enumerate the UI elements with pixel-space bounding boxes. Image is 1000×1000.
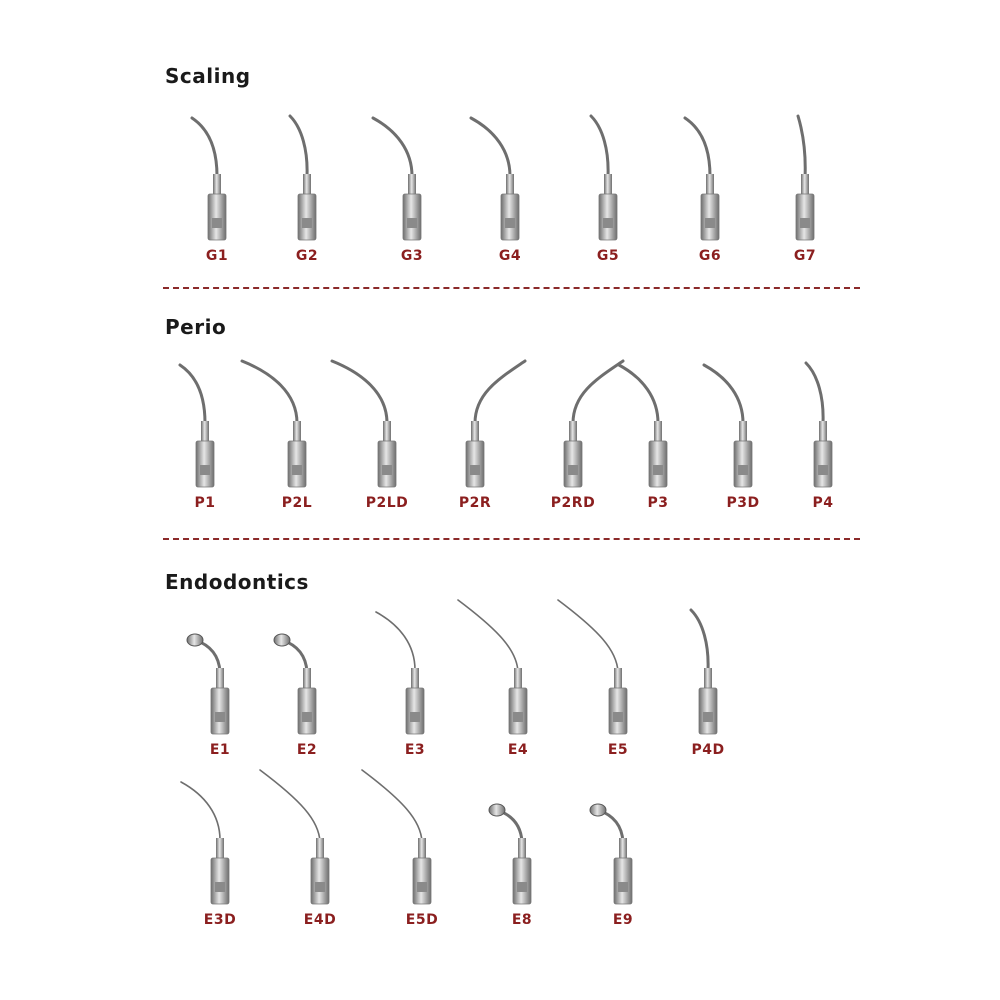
section-title-endodontics: Endodontics xyxy=(165,570,309,594)
tip-wrench-flat xyxy=(302,218,312,228)
tip-neck xyxy=(654,421,662,443)
tip-wrench-flat xyxy=(613,712,623,722)
tip-label: E8 xyxy=(511,912,533,928)
tip-neck xyxy=(408,174,416,196)
tip-wrench-flat xyxy=(818,465,828,475)
tip-needle xyxy=(260,770,320,842)
tip-shank xyxy=(699,688,717,734)
section-divider xyxy=(163,287,860,289)
tip-wrench-flat xyxy=(653,465,663,475)
tip-wrench-flat xyxy=(200,465,210,475)
tip-neck xyxy=(303,668,311,690)
tip-item xyxy=(175,600,265,758)
tip-item xyxy=(377,770,467,928)
tip-item xyxy=(663,600,753,758)
tip-wrench-flat xyxy=(703,712,713,722)
tip-item xyxy=(528,353,618,511)
tip-shank xyxy=(701,194,719,240)
tip-wrench-flat xyxy=(382,465,392,475)
tip-illustration xyxy=(275,770,365,910)
tip-needle xyxy=(558,600,618,672)
tip-label: G2 xyxy=(295,248,319,264)
tip-illustration xyxy=(477,770,567,910)
tip-shank xyxy=(796,194,814,240)
tip-shank xyxy=(501,194,519,240)
tip-illustration xyxy=(528,353,618,493)
tip-needle xyxy=(376,612,415,670)
tip-illustration xyxy=(262,106,352,246)
tip-illustration xyxy=(367,106,457,246)
tip-item xyxy=(578,770,668,928)
tip-label: G1 xyxy=(205,248,229,264)
tip-wrench-flat xyxy=(470,465,480,475)
tip-needle xyxy=(242,361,297,423)
tip-shank xyxy=(734,441,752,487)
tip-needle xyxy=(704,365,743,423)
tip-neck xyxy=(619,838,627,860)
tip-shank xyxy=(599,194,617,240)
tip-neck xyxy=(706,174,714,196)
tip-neck xyxy=(316,838,324,860)
tip-label: E4 xyxy=(507,742,529,758)
tip-label: E3 xyxy=(404,742,426,758)
tip-illustration xyxy=(663,600,753,740)
tip-illustration xyxy=(760,106,850,246)
tip-ball xyxy=(590,804,606,816)
tip-wrench-flat xyxy=(800,218,810,228)
tip-label: P4 xyxy=(812,495,834,511)
tip-item xyxy=(262,106,352,264)
tip-label: P3 xyxy=(647,495,669,511)
tip-needle xyxy=(475,361,525,423)
tip-label: E1 xyxy=(209,742,231,758)
tip-label: E4D xyxy=(303,912,337,928)
tip-label: E2 xyxy=(296,742,318,758)
tip-shank xyxy=(298,688,316,734)
tip-shank xyxy=(211,858,229,904)
tip-label: E5 xyxy=(607,742,629,758)
tip-ball xyxy=(274,634,290,646)
tip-item xyxy=(367,106,457,264)
tip-illustration xyxy=(563,106,653,246)
tip-illustration xyxy=(665,106,755,246)
tip-shank xyxy=(413,858,431,904)
tip-item xyxy=(252,353,342,511)
tip-item xyxy=(613,353,703,511)
tip-item xyxy=(175,770,265,928)
tip-shank xyxy=(403,194,421,240)
tip-wrench-flat xyxy=(738,465,748,475)
tip-shank xyxy=(466,441,484,487)
tip-wrench-flat xyxy=(212,218,222,228)
tip-illustration xyxy=(262,600,352,740)
tip-shank xyxy=(196,441,214,487)
tip-item xyxy=(698,353,788,511)
tip-needle xyxy=(798,116,805,178)
tip-needle xyxy=(471,118,510,176)
tip-needle xyxy=(181,782,220,840)
tip-illustration xyxy=(578,770,668,910)
tip-wrench-flat xyxy=(517,882,527,892)
tip-label: G4 xyxy=(498,248,522,264)
tip-item xyxy=(573,600,663,758)
tip-needle xyxy=(685,118,710,176)
tip-illustration xyxy=(377,770,467,910)
tip-wrench-flat xyxy=(505,218,515,228)
tip-shank xyxy=(609,688,627,734)
tip-item xyxy=(473,600,563,758)
tip-item xyxy=(563,106,653,264)
tip-illustration xyxy=(342,353,432,493)
tip-item xyxy=(760,106,850,264)
tip-wrench-flat xyxy=(618,882,628,892)
tip-item xyxy=(172,106,262,264)
tip-item xyxy=(370,600,460,758)
tip-item xyxy=(262,600,352,758)
tip-label: E3D xyxy=(203,912,237,928)
tip-label: G5 xyxy=(596,248,620,264)
tip-neck xyxy=(614,668,622,690)
tip-shank xyxy=(211,688,229,734)
tip-shank xyxy=(814,441,832,487)
tip-label: P4D xyxy=(691,742,725,758)
tip-ball xyxy=(187,634,203,646)
tip-illustration xyxy=(370,600,460,740)
tip-shank xyxy=(513,858,531,904)
tip-item xyxy=(342,353,432,511)
tip-label: G6 xyxy=(698,248,722,264)
tip-neck xyxy=(471,421,479,443)
tip-needle xyxy=(458,600,518,672)
tip-shank xyxy=(288,441,306,487)
tip-wrench-flat xyxy=(568,465,578,475)
section-divider xyxy=(163,538,860,540)
tip-item xyxy=(665,106,755,264)
tip-item xyxy=(778,353,868,511)
tip-label: E5D xyxy=(405,912,439,928)
tip-item xyxy=(477,770,567,928)
tip-illustration xyxy=(430,353,520,493)
tip-needle xyxy=(591,116,608,176)
tip-item xyxy=(465,106,555,264)
tip-wrench-flat xyxy=(705,218,715,228)
tip-needle xyxy=(362,770,422,842)
tip-neck xyxy=(303,174,311,196)
tip-neck xyxy=(604,174,612,196)
tip-label: P2RD xyxy=(550,495,596,511)
tip-illustration xyxy=(252,353,342,493)
tip-wrench-flat xyxy=(513,712,523,722)
tip-label: P3D xyxy=(726,495,760,511)
tip-illustration xyxy=(465,106,555,246)
tip-shank xyxy=(208,194,226,240)
tip-illustration xyxy=(175,770,265,910)
tip-needle xyxy=(619,365,658,423)
tip-wrench-flat xyxy=(417,882,427,892)
tip-neck xyxy=(518,838,526,860)
tip-neck xyxy=(216,668,224,690)
tip-item xyxy=(430,353,520,511)
tip-wrench-flat xyxy=(603,218,613,228)
tip-shank xyxy=(564,441,582,487)
tip-neck xyxy=(213,174,221,196)
section-title-perio: Perio xyxy=(165,315,227,339)
tip-shank xyxy=(614,858,632,904)
tip-neck xyxy=(569,421,577,443)
tip-illustration xyxy=(573,600,663,740)
tip-neck xyxy=(383,421,391,443)
tip-neck xyxy=(411,668,419,690)
tip-shank xyxy=(311,858,329,904)
section-title-scaling: Scaling xyxy=(165,64,251,88)
tip-wrench-flat xyxy=(292,465,302,475)
tip-item xyxy=(275,770,365,928)
tip-wrench-flat xyxy=(302,712,312,722)
tip-label: P1 xyxy=(194,495,216,511)
tip-neck xyxy=(704,668,712,690)
tip-illustration xyxy=(473,600,563,740)
tip-needle xyxy=(192,118,217,176)
tip-neck xyxy=(819,421,827,443)
tip-label: G3 xyxy=(400,248,424,264)
tip-needle xyxy=(806,363,823,423)
tip-shank xyxy=(649,441,667,487)
tip-label: P2L xyxy=(281,495,313,511)
tip-needle xyxy=(373,118,412,176)
tip-label: P2LD xyxy=(365,495,409,511)
tip-shank xyxy=(509,688,527,734)
tip-wrench-flat xyxy=(407,218,417,228)
tip-shank xyxy=(298,194,316,240)
tip-neck xyxy=(418,838,426,860)
tip-neck xyxy=(506,174,514,196)
tip-neck xyxy=(801,174,809,196)
tip-needle xyxy=(180,365,205,423)
tip-illustration xyxy=(698,353,788,493)
tip-label: P2R xyxy=(458,495,492,511)
tip-neck xyxy=(514,668,522,690)
tip-neck xyxy=(216,838,224,860)
tip-ball xyxy=(489,804,505,816)
tip-wrench-flat xyxy=(215,882,225,892)
tip-neck xyxy=(201,421,209,443)
tip-shank xyxy=(406,688,424,734)
tip-illustration xyxy=(778,353,868,493)
tip-illustration xyxy=(172,106,262,246)
tip-needle xyxy=(290,116,307,176)
tip-illustration xyxy=(175,600,265,740)
tip-neck xyxy=(293,421,301,443)
tip-label: E9 xyxy=(612,912,634,928)
tip-illustration xyxy=(160,353,250,493)
tip-neck xyxy=(739,421,747,443)
tip-item xyxy=(160,353,250,511)
tip-wrench-flat xyxy=(215,712,225,722)
tip-shank xyxy=(378,441,396,487)
tip-wrench-flat xyxy=(315,882,325,892)
tip-needle xyxy=(691,610,708,670)
tip-illustration xyxy=(613,353,703,493)
tip-wrench-flat xyxy=(410,712,420,722)
tip-label: G7 xyxy=(793,248,817,264)
